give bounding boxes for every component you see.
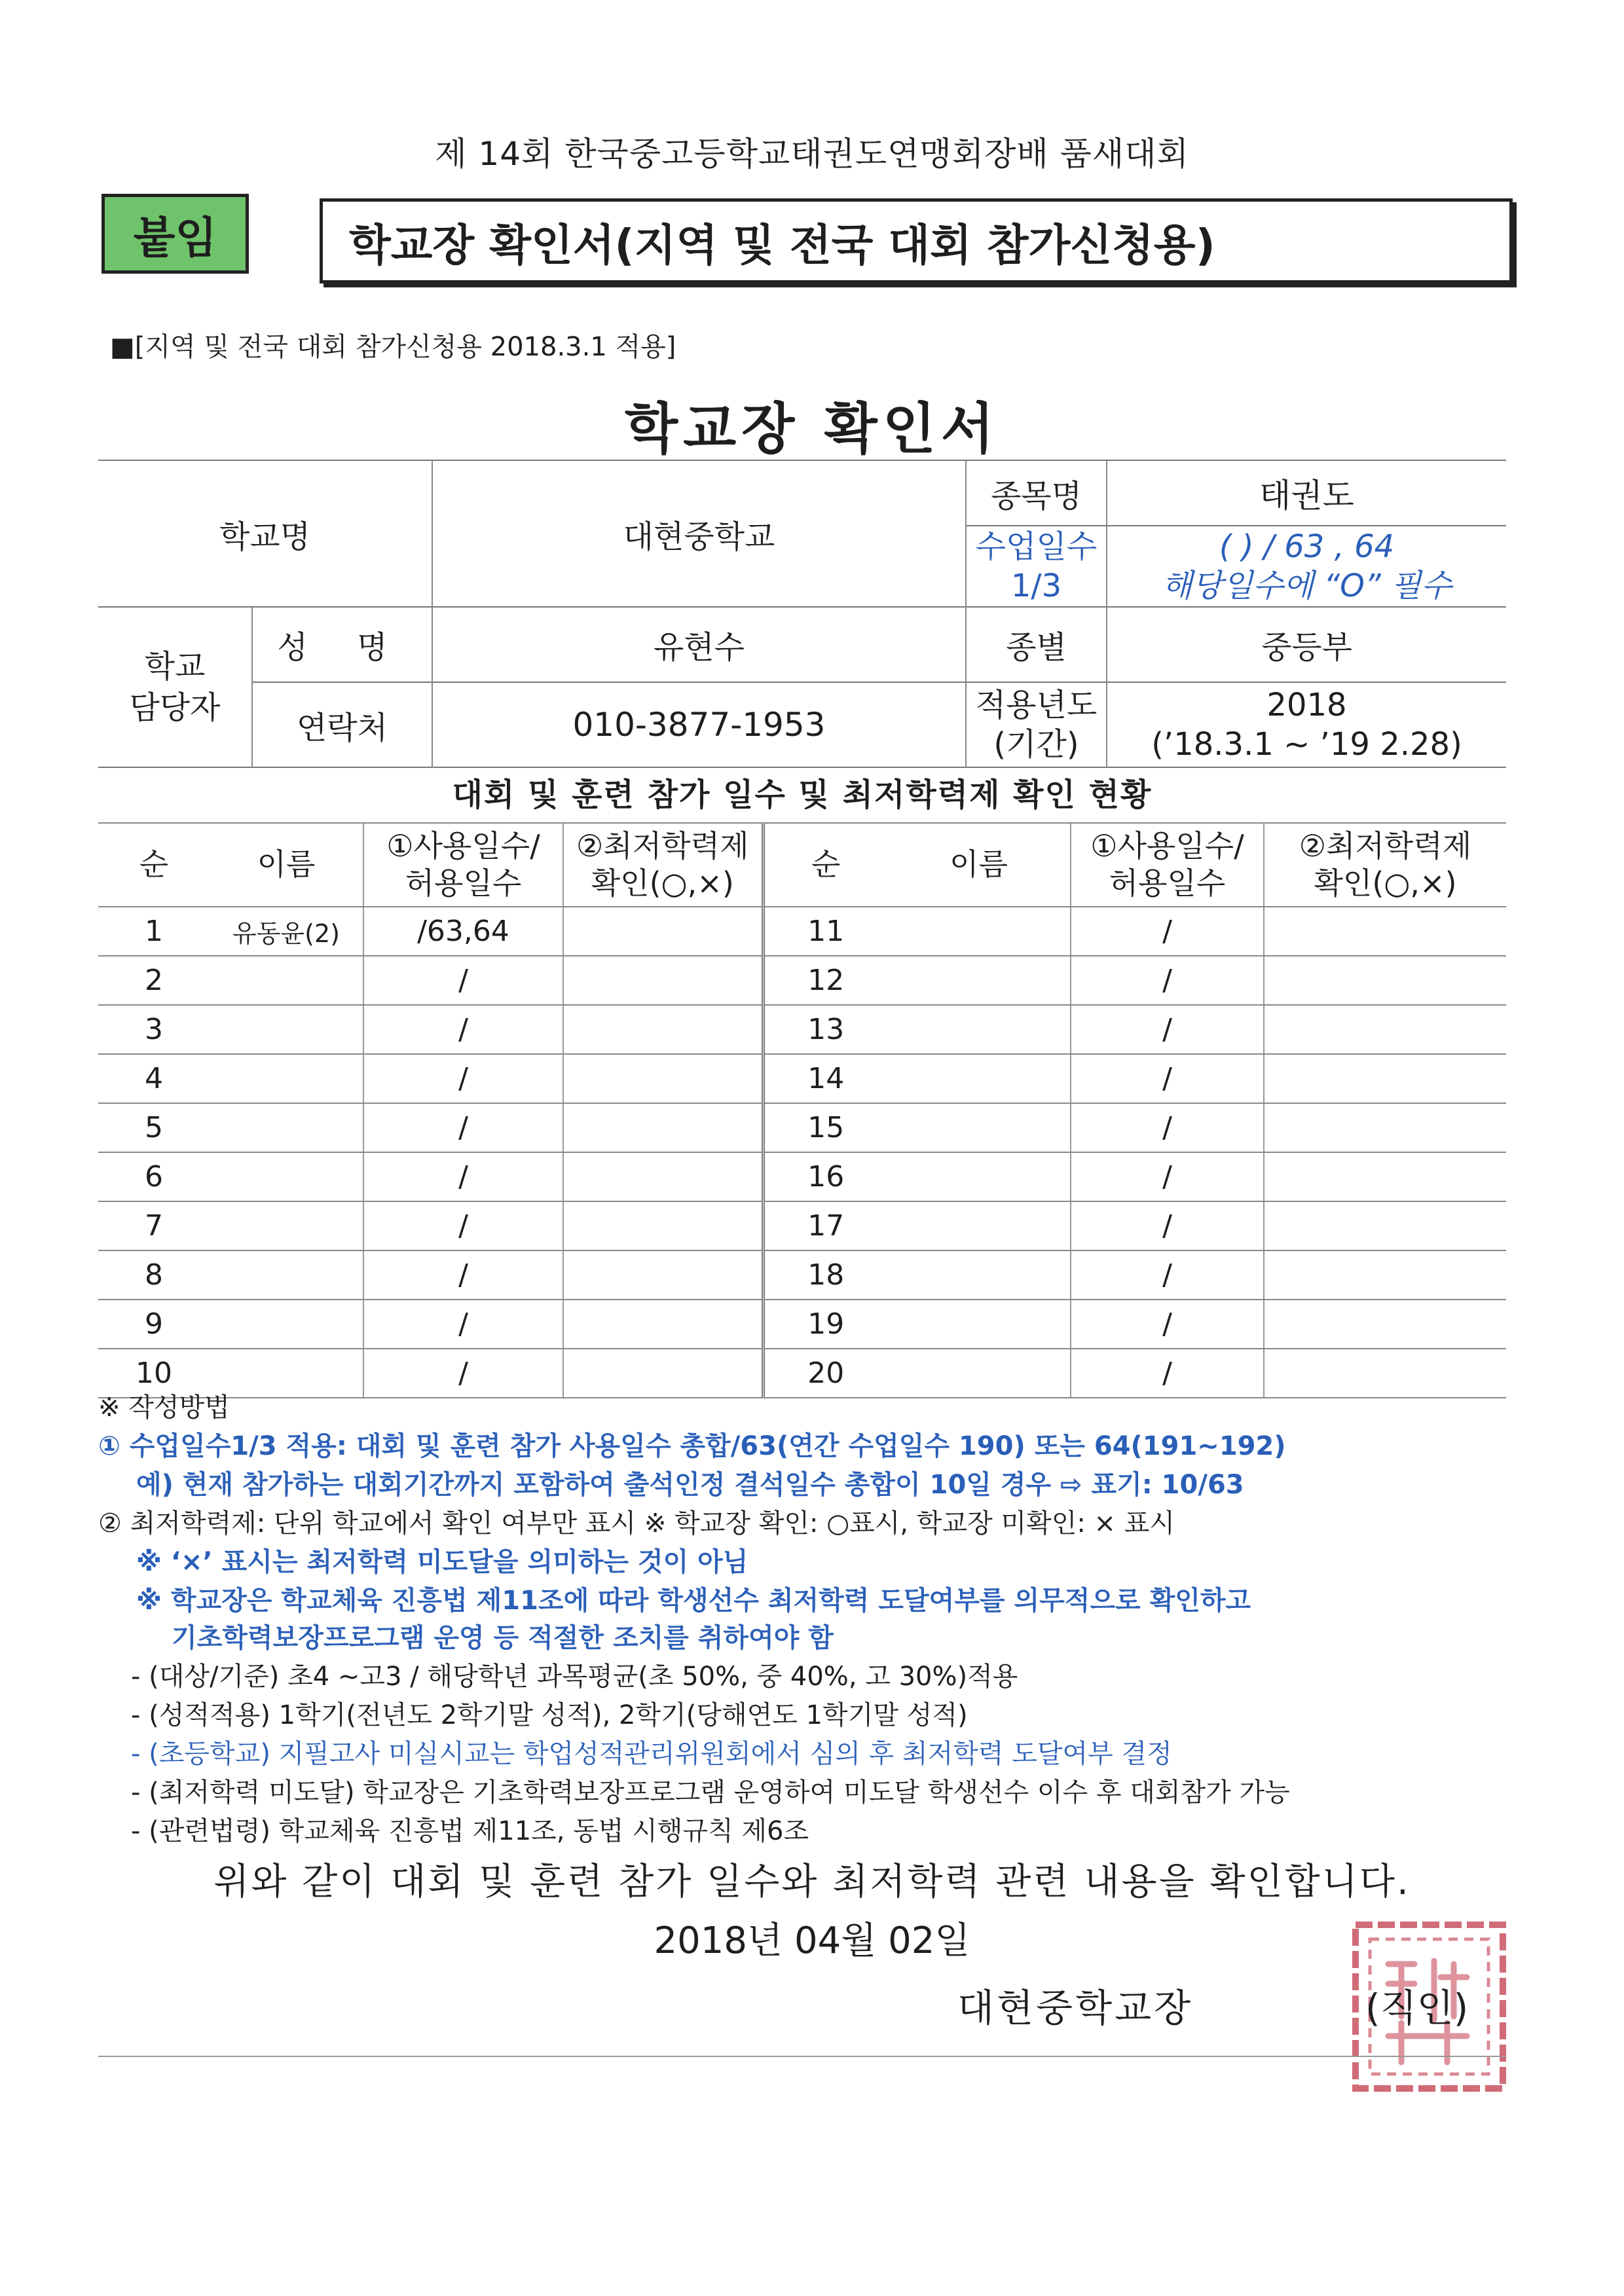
note-1-example: 예) 현재 참가하는 대회기간까지 포함하여 출석인정 결석일수 총합이 10일 경우 ⇨ 표기: 10/63 [136, 1470, 1244, 1500]
table-row [98, 1054, 1506, 1103]
school-label: 학교명 [98, 460, 432, 607]
section-title: 대회 및 훈련 참가 일수 및 최저학력제 확인 현황 [452, 776, 1153, 813]
confirm-statement: 위와 같이 대회 및 훈련 참가 일수와 최저학력 관련 내용을 확인합니다. [213, 1861, 1411, 1903]
row-no: 2 [98, 956, 210, 1005]
row-no: 5 [98, 1103, 210, 1152]
col-name: 이름 [210, 823, 363, 907]
row-name [210, 1054, 363, 1103]
row-check-2 [1264, 956, 1506, 1005]
row-check-2 [1264, 907, 1506, 956]
year-value: 2018 [1266, 687, 1347, 723]
row-no: 10 [98, 1349, 210, 1398]
table-row [98, 1152, 1506, 1201]
col-min-sub: 확인(○,×) [591, 866, 734, 901]
contact-label: 연락처 [252, 682, 432, 767]
row-days: / [363, 1005, 563, 1054]
row-check-2 [1264, 1054, 1506, 1103]
row-no: 6 [98, 1152, 210, 1201]
col-days: ①사용일수/ [386, 828, 540, 864]
attachment-badge: 붙임 [101, 194, 249, 274]
table-row [98, 956, 1506, 1005]
row-no-2: 13 [763, 1005, 887, 1054]
row-name [210, 1152, 363, 1201]
table-row [98, 1103, 1506, 1152]
row-name [210, 1103, 363, 1152]
name-label: 성 명 [252, 607, 432, 682]
row-days-2: / [1071, 907, 1264, 956]
class-days-instruction: 해당일수에 “O” 필수 [1162, 568, 1452, 604]
row-days: / [363, 1201, 563, 1250]
row-days: / [363, 1349, 563, 1398]
row-name [210, 1201, 363, 1250]
year-label-2: (기간) [993, 726, 1079, 763]
col-name-2: 이름 [887, 823, 1071, 907]
table-row [98, 1300, 1506, 1349]
row-no-2: 11 [763, 907, 887, 956]
row-check-2 [1264, 1250, 1506, 1300]
row-days-2: / [1071, 1005, 1264, 1054]
row-no-2: 17 [763, 1201, 887, 1250]
row-check-2 [1264, 1349, 1506, 1398]
table-row [98, 1201, 1506, 1250]
row-days: / [363, 1152, 563, 1201]
roster-table [98, 822, 1506, 1398]
row-check [563, 1300, 763, 1349]
col-no-2: 순 [763, 823, 887, 907]
col-no: 순 [98, 823, 210, 907]
main-title: 학교장 확인서 [624, 397, 1000, 461]
row-days-2: / [1071, 1201, 1264, 1250]
notes-heading: ※ 작성방법 [98, 1393, 230, 1423]
row-name-2 [887, 1201, 1071, 1250]
row-name [210, 1005, 363, 1054]
row-days-2: / [1071, 1349, 1264, 1398]
row-name-2 [887, 1300, 1071, 1349]
row-no-2: 20 [763, 1349, 887, 1398]
row-days-2: / [1071, 1103, 1264, 1152]
class-days-label: 수업일수 [975, 528, 1098, 565]
row-no-2: 19 [763, 1300, 887, 1349]
row-days: / [363, 956, 563, 1005]
row-check [563, 1201, 763, 1250]
row-days: / [363, 1103, 563, 1152]
detail-1: - (대상/기준) 초4 ~고3 / 해당학년 과목평균(초 50%, 중 40%, 고 30%)적용 [131, 1662, 1018, 1692]
row-days: /63,64 [363, 907, 563, 956]
row-days-2: / [1071, 1300, 1264, 1349]
row-no: 3 [98, 1005, 210, 1054]
row-no-2: 15 [763, 1103, 887, 1152]
school-value: 대현중학교 [432, 460, 966, 607]
row-check [563, 1103, 763, 1152]
note-1: ① 수업일수1/3 적용: 대회 및 훈련 참가 사용일수 총합/63(연간 수업일수 190) 또는 64(191~192) [98, 1431, 1286, 1461]
row-check [563, 1152, 763, 1201]
row-check [563, 1054, 763, 1103]
issue-date: 2018년 04월 02일 [654, 1920, 970, 1962]
row-check-2 [1264, 1201, 1506, 1250]
row-name [210, 1250, 363, 1300]
row-no-2: 16 [763, 1152, 887, 1201]
note-4: ※ 학교장은 학교체육 진흥법 제11조에 따라 학생선수 최저학력 도달여부를 의무적으로 확인하고 [136, 1586, 1251, 1616]
row-check [563, 1005, 763, 1054]
col-days-2: ①사용일수/ [1090, 828, 1244, 864]
col-min: ②최저학력제 [576, 828, 749, 864]
row-check [563, 907, 763, 956]
note-3: ※ ‘×’ 표시는 최저학력 미도달을 의미하는 것이 아님 [136, 1547, 748, 1577]
col-days-sub-2: 허용일수 [1109, 866, 1226, 901]
row-name [210, 1349, 363, 1398]
row-no: 8 [98, 1250, 210, 1300]
row-name-2 [887, 956, 1071, 1005]
row-no-2: 18 [763, 1250, 887, 1300]
class-days-fraction: 1/3 [1010, 568, 1062, 604]
note-4-cont: 기초학력보장프로그램 운영 등 적절한 조치를 취하여야 함 [172, 1623, 834, 1653]
row-days-2: / [1071, 956, 1264, 1005]
info-table [98, 460, 1506, 768]
row-check-2 [1264, 1300, 1506, 1349]
row-name: 유동윤(2) [210, 907, 363, 956]
row-no: 9 [98, 1300, 210, 1349]
row-name-2 [887, 1005, 1071, 1054]
table-row [98, 1349, 1506, 1398]
bottom-divider [98, 2056, 1506, 2057]
row-no: 1 [98, 907, 210, 956]
staff-label-2: 담당자 [129, 689, 221, 726]
detail-4: - (최저학력 미도달) 학교장은 기초학력보장프로그램 운영하여 미도달 학생선수 이수 후 대회참가 가능 [131, 1777, 1290, 1808]
event-value: 태권도 [1107, 460, 1506, 526]
row-no: 4 [98, 1054, 210, 1103]
row-name-2 [887, 1103, 1071, 1152]
seal-mark: (직인) [1365, 1986, 1469, 2030]
table-row [98, 1005, 1506, 1054]
row-check [563, 1250, 763, 1300]
row-check-2 [1264, 1103, 1506, 1152]
row-name [210, 1300, 363, 1349]
row-check-2 [1264, 1005, 1506, 1054]
detail-2: - (성적적용) 1학기(전년도 2학기말 성적), 2학기(당해연도 1학기말 성적) [131, 1700, 968, 1730]
staff-label: 학교 [144, 648, 206, 685]
row-days: / [363, 1054, 563, 1103]
col-days-sub: 허용일수 [405, 866, 522, 901]
detail-5: - (관련법령) 학교체육 진흥법 제11조, 동법 시행규칙 제6조 [131, 1816, 809, 1846]
note-2: ② 최저학력제: 단위 학교에서 확인 여부만 표시 ※ 학교장 확인: ○표시, 학교장 미확인: × 표시 [98, 1508, 1175, 1539]
row-name-2 [887, 1054, 1071, 1103]
year-period: (’18.3.1 ~ ’19 2.28) [1151, 726, 1462, 763]
row-check [563, 1349, 763, 1398]
division-label: 종별 [966, 607, 1107, 682]
row-days-2: / [1071, 1054, 1264, 1103]
detail-3: - (초등학교) 지필고사 미실시교는 학업성적관리위원회에서 심의 후 최저학력 도달여부 결정 [131, 1739, 1172, 1769]
row-name-2 [887, 907, 1071, 956]
col-min-sub-2: 확인(○,×) [1314, 866, 1457, 901]
row-name-2 [887, 1152, 1071, 1201]
table-row [98, 1250, 1506, 1300]
class-days-value: ( ) / 63 , 64 [1219, 528, 1395, 565]
row-days: / [363, 1300, 563, 1349]
event-label: 종목명 [966, 460, 1107, 526]
row-name-2 [887, 1349, 1071, 1398]
event-title: 제 14회 한국중고등학교태권도연맹회장배 품새대회 [435, 135, 1189, 173]
division-value: 중등부 [1107, 607, 1506, 682]
year-label: 적용년도 [975, 687, 1098, 723]
row-days-2: / [1071, 1152, 1264, 1201]
row-days-2: / [1071, 1250, 1264, 1300]
row-no-2: 12 [763, 956, 887, 1005]
row-name-2 [887, 1250, 1071, 1300]
row-name [210, 956, 363, 1005]
row-check [563, 956, 763, 1005]
col-min-2: ②최저학력제 [1299, 828, 1472, 864]
row-check-2 [1264, 1152, 1506, 1201]
name-value: 유현수 [432, 607, 966, 682]
row-no-2: 14 [763, 1054, 887, 1103]
scope-note: ■[지역 및 전국 대회 참가신청용 2018.3.1 적용] [110, 332, 676, 362]
row-no: 7 [98, 1201, 210, 1250]
document-title: 학교장 확인서(지역 및 전국 대회 참가신청용) [320, 198, 1513, 283]
table-row [98, 907, 1506, 956]
row-days: / [363, 1250, 563, 1300]
principal-name: 대현중학교장 [957, 1986, 1194, 2030]
contact-value: 010-3877-1953 [432, 682, 966, 767]
